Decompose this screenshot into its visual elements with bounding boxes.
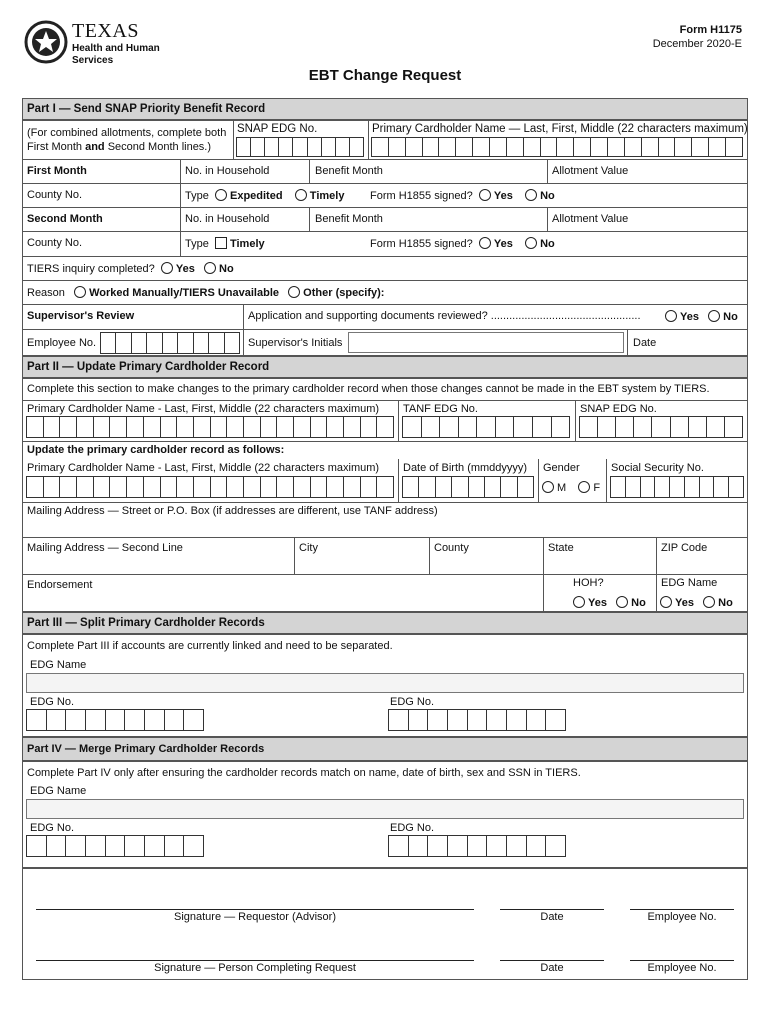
- mailing1-label: Mailing Address — Street or P.O. Box (if addresses are different, use TANF address): [27, 505, 438, 517]
- part2-header: [22, 356, 748, 378]
- timely-radio[interactable]: [295, 189, 307, 201]
- yes-label: Yes: [680, 311, 699, 323]
- tanf-edg-input[interactable]: [402, 416, 570, 438]
- edg-name-yes-radio[interactable]: [660, 596, 672, 608]
- expedited-label: Expedited: [229, 190, 283, 202]
- h1855-yes-radio[interactable]: [479, 189, 491, 201]
- part2-snap-edg-label: SNAP EDG No.: [580, 403, 657, 415]
- supervisor-review-label: Supervisor's Review: [27, 310, 135, 322]
- supervisor-date-label: Date: [633, 337, 657, 349]
- h1855-label: Form H1855 signed?: [370, 190, 473, 202]
- requestor-employee-line[interactable]: [630, 909, 734, 910]
- part1-header: [22, 98, 748, 120]
- second-type-group: [185, 237, 265, 250]
- part3-edg-no-label-2: EDG No.: [390, 696, 435, 708]
- new-cardholder-name-label: Primary Cardholder Name - Last, First, Middle (22 characters maximum): [27, 462, 380, 474]
- dob-input[interactable]: [402, 476, 534, 498]
- tiers-inquiry-label: TIERS inquiry completed?: [27, 263, 155, 275]
- part3-title: Part III — Split Primary Cardholder Records: [27, 617, 265, 629]
- city-label: City: [299, 542, 318, 554]
- completer-date-line[interactable]: [500, 960, 604, 961]
- part1-cardholder-name-input[interactable]: [371, 137, 743, 157]
- second-h1855-group: [370, 237, 555, 250]
- part4-header: [22, 737, 748, 761]
- tiers-yes-radio[interactable]: [161, 262, 173, 274]
- part1-snap-edg-input[interactable]: [236, 137, 364, 157]
- tanf-edg-label: TANF EDG No.: [403, 403, 478, 415]
- mailing2-label: Mailing Address — Second Line: [27, 542, 183, 554]
- part3-edg-no-label-1: EDG No.: [30, 696, 75, 708]
- part2-cardholder-name-label: Primary Cardholder Name - Last, First, Middle (22 characters maximum): [27, 403, 380, 415]
- expedited-radio[interactable]: [215, 189, 227, 201]
- h1855-no-radio[interactable]: [525, 189, 537, 201]
- second-month-household-label: No. in Household: [185, 213, 270, 225]
- first-month-label: First Month: [27, 165, 87, 177]
- requestor-employee-label: Employee No.: [647, 911, 717, 923]
- part2-snap-edg-input[interactable]: [579, 416, 743, 438]
- tiers-inquiry-group: [27, 262, 234, 275]
- gender-group: [542, 481, 600, 494]
- ssn-label: Social Security No.: [611, 462, 704, 474]
- requestor-signature-label: Signature — Requestor (Advisor): [173, 911, 336, 923]
- second-month-benefit-label: Benefit Month: [315, 213, 383, 225]
- completer-signature-label: Signature — Person Completing Request: [154, 962, 356, 974]
- part1-note-line1: (For combined allotments, complete both: [27, 127, 227, 139]
- yes-label: Yes: [493, 238, 513, 250]
- gender-label: Gender: [543, 462, 580, 474]
- employee-no-input[interactable]: [100, 332, 240, 354]
- first-h1855-group: [370, 189, 555, 202]
- reviewed-yes-radio[interactable]: [665, 310, 677, 322]
- yes-label: Yes: [675, 597, 694, 609]
- part4-edg-no-label-1: EDG No.: [30, 822, 75, 834]
- requestor-date-label: Date: [540, 911, 564, 923]
- timely-label: Timely: [229, 238, 265, 250]
- part1-snap-edg-label: SNAP EDG No.: [237, 123, 318, 135]
- part1-title: Part I — Send SNAP Priority Benefit Record: [27, 103, 266, 115]
- part3-edg-name-input[interactable]: [26, 673, 744, 693]
- reason-label: Reason: [27, 287, 65, 299]
- hoh-no-radio[interactable]: [616, 596, 628, 608]
- second-county-label: County No.: [27, 237, 83, 249]
- new-cardholder-name-input[interactable]: [26, 476, 394, 498]
- m-label: M: [557, 482, 567, 494]
- gender-m-radio[interactable]: [542, 481, 554, 493]
- first-month-household-label: No. in Household: [185, 165, 270, 177]
- f-label: F: [593, 482, 601, 494]
- second-month-allotment-label: Allotment Value: [552, 213, 629, 225]
- type-label: Type: [185, 238, 209, 250]
- gender-f-radio[interactable]: [578, 481, 590, 493]
- form-date: December 2020-E: [652, 38, 742, 50]
- other-label: Other (specify):: [303, 287, 385, 299]
- yes-label: Yes: [493, 190, 513, 202]
- part2-title: Part II — Update Primary Cardholder Record: [27, 361, 270, 373]
- worked-manually-label: Worked Manually/TIERS Unavailable: [89, 287, 279, 299]
- part1-cardholder-name-label: Primary Cardholder Name — Last, First, Middle (22 characters maximum): [372, 123, 748, 135]
- completer-signature-line[interactable]: [36, 960, 474, 961]
- worked-manually-radio[interactable]: [74, 286, 86, 298]
- form-number: Form H1175: [679, 24, 742, 36]
- supervisor-initials-label: Supervisor's Initials: [248, 337, 343, 349]
- zip-label: ZIP Code: [661, 542, 708, 554]
- part4-title: Part IV — Merge Primary Cardholder Records: [27, 743, 265, 755]
- note-second-month: Second Month lines.): [104, 141, 212, 153]
- hhs-logo: [24, 18, 174, 68]
- timely-checkbox[interactable]: [215, 237, 227, 249]
- first-month-allotment-label: Allotment Value: [552, 165, 629, 177]
- yes-label: Yes: [175, 263, 195, 275]
- reviewed-no-radio[interactable]: [708, 310, 720, 322]
- part3-edg-name-label: EDG Name: [30, 659, 87, 671]
- app-reviewed-label: Application and supporting documents reviewed? .................................................: [248, 310, 641, 322]
- part3-edg-no-input-1[interactable]: [26, 709, 204, 731]
- first-county-label: County No.: [27, 189, 83, 201]
- endorsement-label: Endorsement: [27, 579, 93, 591]
- requestor-signature-line[interactable]: [36, 909, 474, 910]
- update-heading: Update the primary cardholder record as follows:: [27, 444, 285, 456]
- no-label: No: [631, 597, 646, 609]
- texas-seal-icon: [24, 20, 68, 64]
- completer-employee-label: Employee No.: [647, 962, 717, 974]
- logo-title: TEXAS: [72, 20, 139, 42]
- hoh-yes-radio[interactable]: [573, 596, 585, 608]
- employee-no-label: Employee No.: [27, 337, 97, 349]
- app-reviewed-group: [665, 310, 738, 323]
- h1855-yes-radio-2[interactable]: [479, 237, 491, 249]
- completer-employee-line[interactable]: [630, 960, 734, 961]
- part4-edg-no-input-2[interactable]: [388, 835, 566, 857]
- timely-label: Timely: [309, 190, 345, 202]
- county-label: County: [434, 542, 469, 554]
- edg-name-group: [660, 596, 733, 609]
- part4-edg-name-label: EDG Name: [30, 785, 87, 797]
- edg-name-no-radio[interactable]: [703, 596, 715, 608]
- ssn-input[interactable]: [610, 476, 744, 498]
- logo-subtitle-1: Health and Human: [72, 43, 160, 54]
- completer-date-label: Date: [540, 962, 564, 974]
- state-label: State: [548, 542, 574, 554]
- note-and: and: [85, 141, 105, 153]
- no-label: No: [540, 238, 555, 250]
- supervisor-initials-input[interactable]: [348, 332, 624, 353]
- part3-header: [22, 612, 748, 634]
- second-month-label: Second Month: [27, 213, 103, 225]
- part4-edg-no-input-1[interactable]: [26, 835, 204, 857]
- h1855-no-radio-2[interactable]: [525, 237, 537, 249]
- edg-name-label: EDG Name: [661, 577, 718, 589]
- part1-note-line2: [27, 141, 211, 153]
- part3-edg-no-input-2[interactable]: [388, 709, 566, 731]
- tiers-no-radio[interactable]: [204, 262, 216, 274]
- dob-label: Date of Birth (mmddyyyy): [403, 462, 528, 474]
- no-label: No: [540, 190, 555, 202]
- first-month-benefit-label: Benefit Month: [315, 165, 383, 177]
- hoh-group: [573, 596, 646, 609]
- hoh-label: HOH?: [573, 577, 604, 589]
- part4-edg-no-label-2: EDG No.: [390, 822, 435, 834]
- part2-instructions: Complete this section to make changes to the primary cardholder record when those changes cannot be made in the EBT system by TIERS.: [27, 383, 710, 395]
- no-label: No: [219, 263, 234, 275]
- h1855-label: Form H1855 signed?: [370, 238, 473, 250]
- other-radio[interactable]: [288, 286, 300, 298]
- yes-label: Yes: [588, 597, 607, 609]
- page-title: EBT Change Request: [308, 67, 462, 84]
- no-label: No: [718, 597, 733, 609]
- part4-instructions: Complete Part IV only after ensuring the cardholder records match on name, date of birth, sex and SSN in TIERS.: [27, 767, 581, 779]
- note-first-month: First Month: [27, 141, 86, 153]
- type-label: Type: [185, 190, 209, 202]
- requestor-date-line[interactable]: [500, 909, 604, 910]
- part4-edg-name-input[interactable]: [26, 799, 744, 819]
- part2-cardholder-name-input[interactable]: [26, 416, 394, 438]
- no-label: No: [723, 311, 738, 323]
- first-type-group: [185, 189, 344, 202]
- part3-instructions: Complete Part III if accounts are currently linked and need to be separated.: [27, 640, 393, 652]
- reason-group: [27, 286, 384, 299]
- logo-subtitle-2: Services: [72, 55, 114, 66]
